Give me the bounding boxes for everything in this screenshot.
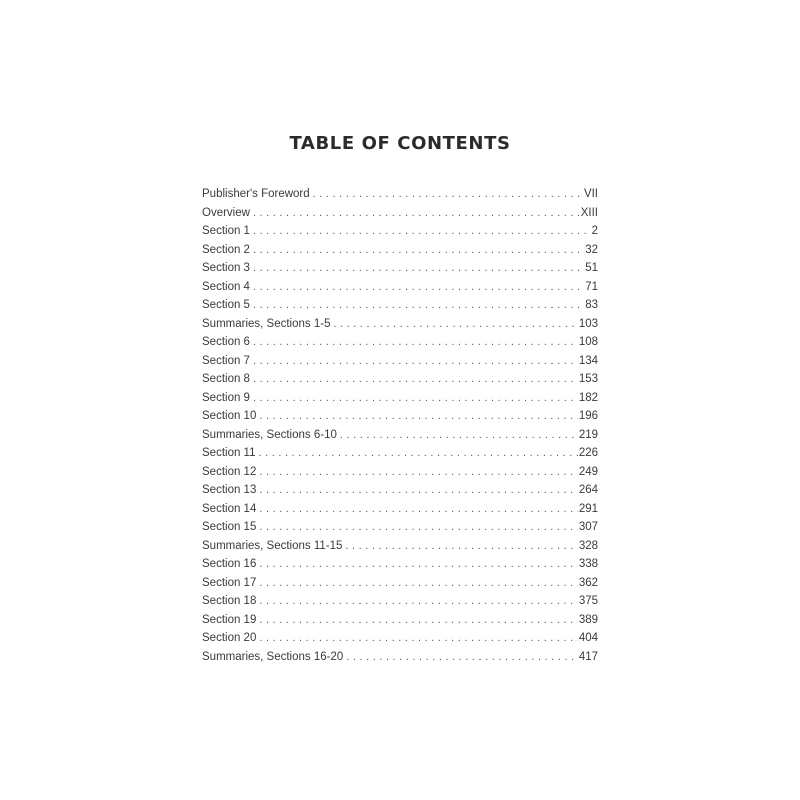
dot-leader [259,518,577,537]
toc-entry [202,389,598,408]
dot-leader [259,444,578,463]
toc-entry-label: Section 19 [202,613,257,626]
toc-entry-page-number: 307 [578,521,598,533]
toc-entry-page-number: 51 [585,262,598,274]
page-title: TABLE OF CONTENTS [289,133,511,154]
dot-leader [259,407,577,426]
dot-leader [259,629,577,648]
toc-entry-label: Summaries, Sections 16-20 [202,650,344,663]
toc-entry-label: Summaries, Sections 11-15 [202,539,343,552]
dot-leader [253,352,578,371]
toc-entry [202,370,598,389]
toc-entry-label: Publisher's Foreword [202,188,310,200]
toc-entry-page-number: VII [583,188,598,200]
toc-entry [202,481,598,500]
dot-leader [259,574,577,593]
toc-entry-label: Section 11 [202,447,256,459]
toc-entry [202,555,598,574]
toc-entry-page-number: 103 [578,317,598,330]
toc-entry-page-number: 404 [578,632,598,644]
toc-entry-page-number: 291 [578,502,598,515]
dot-leader [253,296,584,315]
toc-entry-page-number: 264 [578,484,598,496]
dot-leader [259,611,577,630]
toc-entry-page-number: 153 [578,373,598,385]
toc-entry-label: Section 14 [202,502,257,515]
toc-entry-label: Section 9 [202,391,250,404]
toc-entry [202,518,598,537]
toc-entry-page-number: 328 [578,539,598,552]
toc-entry [202,315,598,334]
toc-entry-label: Summaries, Sections 1-5 [202,317,331,330]
toc-entry-page-number: 226 [578,447,598,459]
toc-entry [202,296,598,315]
toc-entry-label: Section 3 [202,262,250,274]
toc-entry-label: Section 7 [202,354,250,367]
dot-leader [345,537,577,556]
toc-entry-page-number: 32 [585,243,598,256]
toc-entry-label: Section 5 [202,299,250,311]
toc-entry [202,241,598,260]
dot-leader [259,481,577,500]
toc-entry [202,185,598,204]
toc-entry-label: Section 4 [202,280,250,293]
toc-entry-page-number: 249 [578,465,598,478]
toc-entry-page-number: 389 [578,613,598,626]
toc-entry-label: Overview [202,206,250,219]
toc-entry [202,259,598,278]
toc-entry [202,278,598,297]
dot-leader [259,555,577,574]
dot-leader [253,278,584,297]
toc-entry [202,611,598,630]
toc-entry-page-number: 219 [578,428,598,441]
toc-entry-label: Section 15 [202,521,257,533]
toc-entry-label: Section 8 [202,373,250,385]
dot-leader [346,648,578,667]
toc-entry [202,463,598,482]
toc-entry-page-number: 2 [591,225,598,237]
toc-entry-label: Summaries, Sections 6-10 [202,428,337,441]
toc-entry-page-number: 338 [578,558,598,570]
toc-entry-label: Section 18 [202,595,257,607]
toc-entry [202,222,598,241]
toc-entry-label: Section 1 [202,225,250,237]
toc-entry-label: Section 2 [202,243,250,256]
toc-entry [202,629,598,648]
dot-leader [259,592,577,611]
toc-entry-label: Section 13 [202,484,257,496]
dot-leader [253,222,591,241]
toc-entry-page-number: 196 [578,410,598,422]
dot-leader [333,315,577,334]
dot-leader [253,389,578,408]
toc-entry [202,333,598,352]
toc-entry-label: Section 16 [202,558,257,570]
toc-entry-label: Section 6 [202,336,250,348]
toc-entry-page-number: 375 [578,595,598,607]
toc-entry-page-number: 71 [585,280,598,293]
toc-entry [202,592,598,611]
dot-leader [259,463,577,482]
toc-entry [202,500,598,519]
toc-entry-label: Section 20 [202,632,257,644]
toc-entry-page-number: 182 [578,391,598,404]
toc-entry [202,648,598,667]
dot-leader [313,185,583,204]
dot-leader [253,333,578,352]
toc-entry-page-number: XIII [580,206,598,219]
dot-leader [253,204,580,223]
toc-entry [202,444,598,463]
toc-list [202,185,598,666]
toc-entry-label: Section 10 [202,410,257,422]
toc-entry-page-number: 417 [578,650,598,663]
toc-entry [202,352,598,371]
toc-entry [202,426,598,445]
dot-leader [253,259,584,278]
dot-leader [259,500,577,519]
dot-leader [253,370,578,389]
toc-entry [202,204,598,223]
toc-entry-page-number: 134 [578,354,598,367]
toc-entry-label: Section 12 [202,465,257,478]
toc-entry-label: Section 17 [202,576,257,589]
toc-entry [202,574,598,593]
dot-leader [340,426,578,445]
toc-entry-page-number: 83 [585,299,598,311]
dot-leader [253,241,584,260]
toc-entry [202,537,598,556]
toc-entry [202,407,598,426]
toc-entry-page-number: 108 [578,336,598,348]
toc-entry-page-number: 362 [578,576,598,589]
